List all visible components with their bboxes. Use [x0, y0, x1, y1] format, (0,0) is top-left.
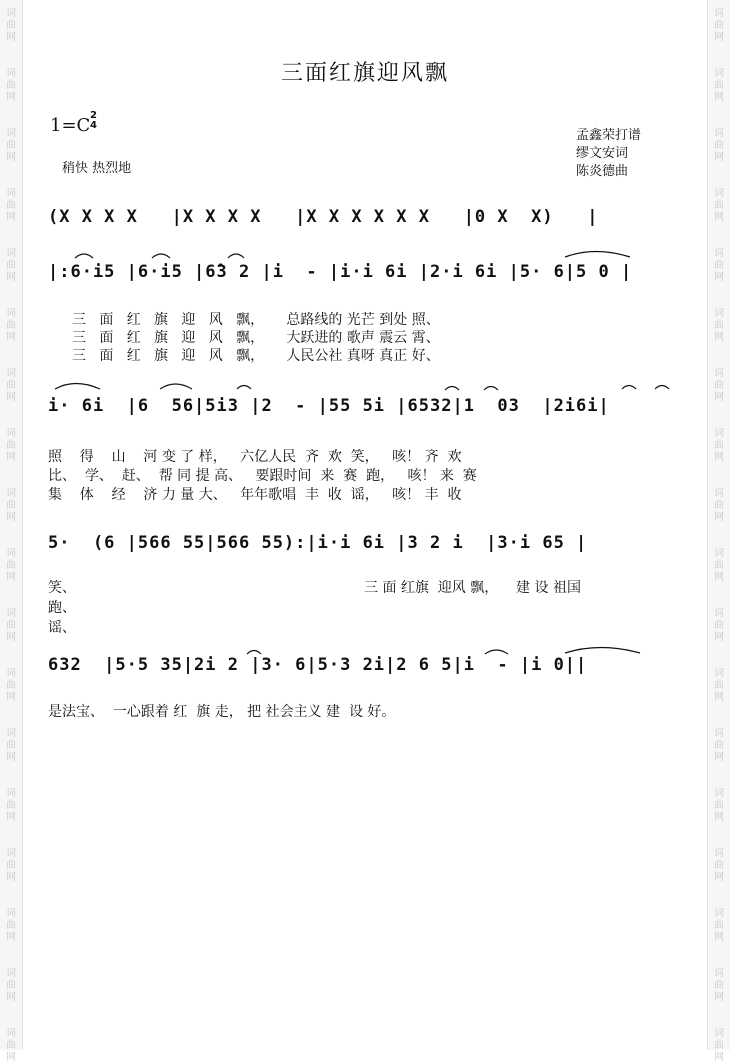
credit-transcriber: 孟鑫荣打谱: [576, 128, 642, 143]
watermark-glyph: 网: [6, 872, 16, 883]
lyric-row4-verse1: 笑、: [48, 580, 76, 596]
lyric-verse3-row2: 三 面 红 旗 迎 风 飘， 人民公社 真呀 真正 好、: [72, 348, 440, 364]
watermark-glyph: 曲: [6, 980, 16, 991]
watermark-glyph: 词: [6, 488, 16, 499]
watermark-glyph: 词: [6, 668, 16, 679]
watermark-glyph: 词: [6, 728, 16, 739]
lyric-verse2-row3: 比、 学、 赶、 帮 同 提 高、 要跟时间 来 赛 跑， 咳！ 来 赛: [48, 468, 477, 484]
watermark-glyph: 曲: [714, 320, 724, 331]
watermark-glyph: 网: [714, 212, 724, 223]
watermark-glyph: 词: [714, 728, 724, 739]
score-row-2: |:6·i5 |6·i5 |6̂3 2 |i - |i·i 6i |2·i 6i |5· 6|5 0 |: [48, 262, 633, 282]
watermark-glyph: 曲: [6, 860, 16, 871]
watermark-glyph: 曲: [6, 800, 16, 811]
watermark-glyph: 词: [6, 128, 16, 139]
watermark-glyph: 网: [6, 152, 16, 163]
watermark-glyph: 网: [714, 512, 724, 523]
watermark-glyph: 词: [6, 368, 16, 379]
watermark-glyph: 曲: [714, 560, 724, 571]
watermark-glyph: 网: [6, 332, 16, 343]
watermark-glyph: 词: [714, 188, 724, 199]
watermark-glyph: 词: [714, 788, 724, 799]
watermark-glyph: 词: [714, 248, 724, 259]
watermark-glyph: 曲: [6, 260, 16, 271]
watermark-glyph: 曲: [714, 380, 724, 391]
watermark-glyph: 网: [6, 452, 16, 463]
score-row-1: (X X X X |X X X X |X X X X X X |0 X X) |: [48, 207, 599, 227]
watermark-glyph: 曲: [6, 680, 16, 691]
watermark-glyph: 词: [6, 428, 16, 439]
watermark-glyph: 词: [714, 308, 724, 319]
time-signature-top: 2: [90, 110, 97, 121]
watermark-glyph: 曲: [714, 920, 724, 931]
watermark-glyph: 网: [714, 992, 724, 1003]
watermark-glyph: 词: [6, 608, 16, 619]
watermark-glyph: 网: [714, 152, 724, 163]
watermark-glyph: 词: [714, 428, 724, 439]
watermark-glyph: 词: [6, 548, 16, 559]
watermark-glyph: 网: [6, 692, 16, 703]
watermark-glyph: 词: [714, 488, 724, 499]
watermark-glyph: 曲: [714, 620, 724, 631]
watermark-glyph: 网: [714, 392, 724, 403]
watermark-glyph: 词: [714, 548, 724, 559]
watermark-glyph: 网: [714, 272, 724, 283]
watermark-glyph: 曲: [6, 80, 16, 91]
watermark-glyph: 词: [714, 368, 724, 379]
lyric-verse2-row2: 三 面 红 旗 迎 风 飘， 大跃进的 歌声 震云 霄、: [72, 330, 440, 346]
watermark-glyph: 词: [714, 128, 724, 139]
watermark-glyph: 网: [6, 1052, 16, 1063]
credit-composer: 陈炎德曲: [576, 164, 629, 179]
key-signature: 1=C: [50, 115, 91, 136]
tempo-marking: 稍快 热烈地: [62, 161, 132, 176]
watermark-glyph: 网: [6, 272, 16, 283]
lyric-chorus-row5: 是法宝、 一心跟着 红 旗 走， 把 社会主义 建 设 好。: [48, 704, 396, 720]
watermark-glyph: 网: [6, 92, 16, 103]
watermark-glyph: 词: [6, 908, 16, 919]
watermark-glyph: 词: [714, 8, 724, 19]
watermark-glyph: 网: [6, 392, 16, 403]
watermark-glyph: 网: [6, 812, 16, 823]
watermark-glyph: 网: [714, 872, 724, 883]
watermark-glyph: 网: [714, 632, 724, 643]
watermark-glyph: 曲: [6, 20, 16, 31]
watermark-glyph: 网: [6, 752, 16, 763]
watermark-glyph: 曲: [6, 320, 16, 331]
watermark-glyph: 曲: [714, 980, 724, 991]
watermark-glyph: 曲: [714, 440, 724, 451]
lyric-verse1-row3: 照 得 山 河 变 了 样， 六亿人民 齐 欢 笑， 咳！ 齐 欢: [48, 449, 462, 465]
watermark-glyph: 曲: [6, 740, 16, 751]
time-signature-bottom: 4: [90, 120, 97, 131]
watermark-glyph: 词: [6, 68, 16, 79]
watermark-glyph: 网: [6, 932, 16, 943]
watermark-glyph: 网: [714, 1052, 724, 1063]
watermark-glyph: 词: [6, 788, 16, 799]
watermark-glyph: 词: [6, 308, 16, 319]
watermark-glyph: 曲: [6, 560, 16, 571]
watermark-glyph: 曲: [714, 860, 724, 871]
watermark-glyph: 曲: [6, 200, 16, 211]
lyric-verse3-row3: 集 体 经 济 力 量 大、 年年歌唱 丰 收 谣， 咳！ 丰 收: [48, 487, 462, 503]
watermark-glyph: 词: [6, 8, 16, 19]
watermark-glyph: 网: [6, 572, 16, 583]
watermark-glyph: 网: [714, 32, 724, 43]
watermark-glyph: 网: [6, 992, 16, 1003]
watermark-glyph: 网: [714, 92, 724, 103]
watermark-glyph: 词: [6, 1028, 16, 1039]
watermark-glyph: 词: [714, 1028, 724, 1039]
watermark-glyph: 词: [6, 188, 16, 199]
watermark-glyph: 曲: [714, 800, 724, 811]
score-row-3: i· 6i |6 56|5i3 |2 - |55 5i |6532|1 03 |2i6i|: [48, 396, 610, 416]
watermark-glyph: 网: [714, 812, 724, 823]
watermark-glyph: 曲: [714, 680, 724, 691]
watermark-glyph: 词: [714, 668, 724, 679]
watermark-glyph: 网: [714, 752, 724, 763]
watermark-glyph: 曲: [6, 620, 16, 631]
watermark-glyph: 网: [6, 32, 16, 43]
watermark-glyph: 词: [6, 848, 16, 859]
watermark-glyph: 词: [714, 608, 724, 619]
watermark-glyph: 词: [714, 968, 724, 979]
watermark-glyph: 网: [714, 692, 724, 703]
watermark-glyph: 词: [6, 968, 16, 979]
lyric-row4-verse3: 谣、: [48, 620, 76, 636]
watermark-glyph: 曲: [6, 140, 16, 151]
watermark-glyph: 网: [6, 632, 16, 643]
watermark-glyph: 曲: [714, 1040, 724, 1051]
watermark-glyph: 曲: [714, 260, 724, 271]
watermark-glyph: 词: [6, 248, 16, 259]
song-title: 三面红旗迎风飘: [280, 61, 449, 86]
watermark-glyph: 网: [714, 572, 724, 583]
watermark-glyph: 曲: [6, 500, 16, 511]
watermark-glyph: 网: [714, 932, 724, 943]
watermark-glyph: 曲: [6, 380, 16, 391]
watermark-glyph: 曲: [714, 500, 724, 511]
watermark-glyph: 网: [6, 212, 16, 223]
watermark-glyph: 网: [714, 452, 724, 463]
credit-lyricist: 缪文安词: [576, 146, 629, 161]
watermark-glyph: 曲: [6, 920, 16, 931]
lyric-chorus-row4: 三 面 红旗 迎风 飘， 建 设 祖国: [364, 580, 581, 596]
watermark-glyph: 曲: [6, 1040, 16, 1051]
watermark-glyph: 网: [6, 512, 16, 523]
lyric-verse1-row2: 三 面 红 旗 迎 风 飘， 总路线的 光芒 到处 照、: [72, 312, 440, 328]
score-row-5: 632 |5·5 35|2i 2 |3· 6|5·3 2i|2 6 5|i - |i 0||: [48, 655, 588, 675]
score-row-4: 5· (6 |566 55|566 55):|i·i 6i |3 2 i |3·i 65 |: [48, 533, 588, 553]
watermark-glyph: 词: [714, 848, 724, 859]
watermark-glyph: 曲: [714, 20, 724, 31]
watermark-glyph: 词: [714, 68, 724, 79]
watermark-glyph: 曲: [714, 740, 724, 751]
watermark-glyph: 曲: [714, 140, 724, 151]
watermark-glyph: 曲: [714, 80, 724, 91]
watermark-glyph: 词: [714, 908, 724, 919]
watermark-glyph: 曲: [6, 440, 16, 451]
lyric-row4-verse2: 跑、: [48, 600, 76, 616]
watermark-glyph: 网: [714, 332, 724, 343]
watermark-glyph: 曲: [714, 200, 724, 211]
